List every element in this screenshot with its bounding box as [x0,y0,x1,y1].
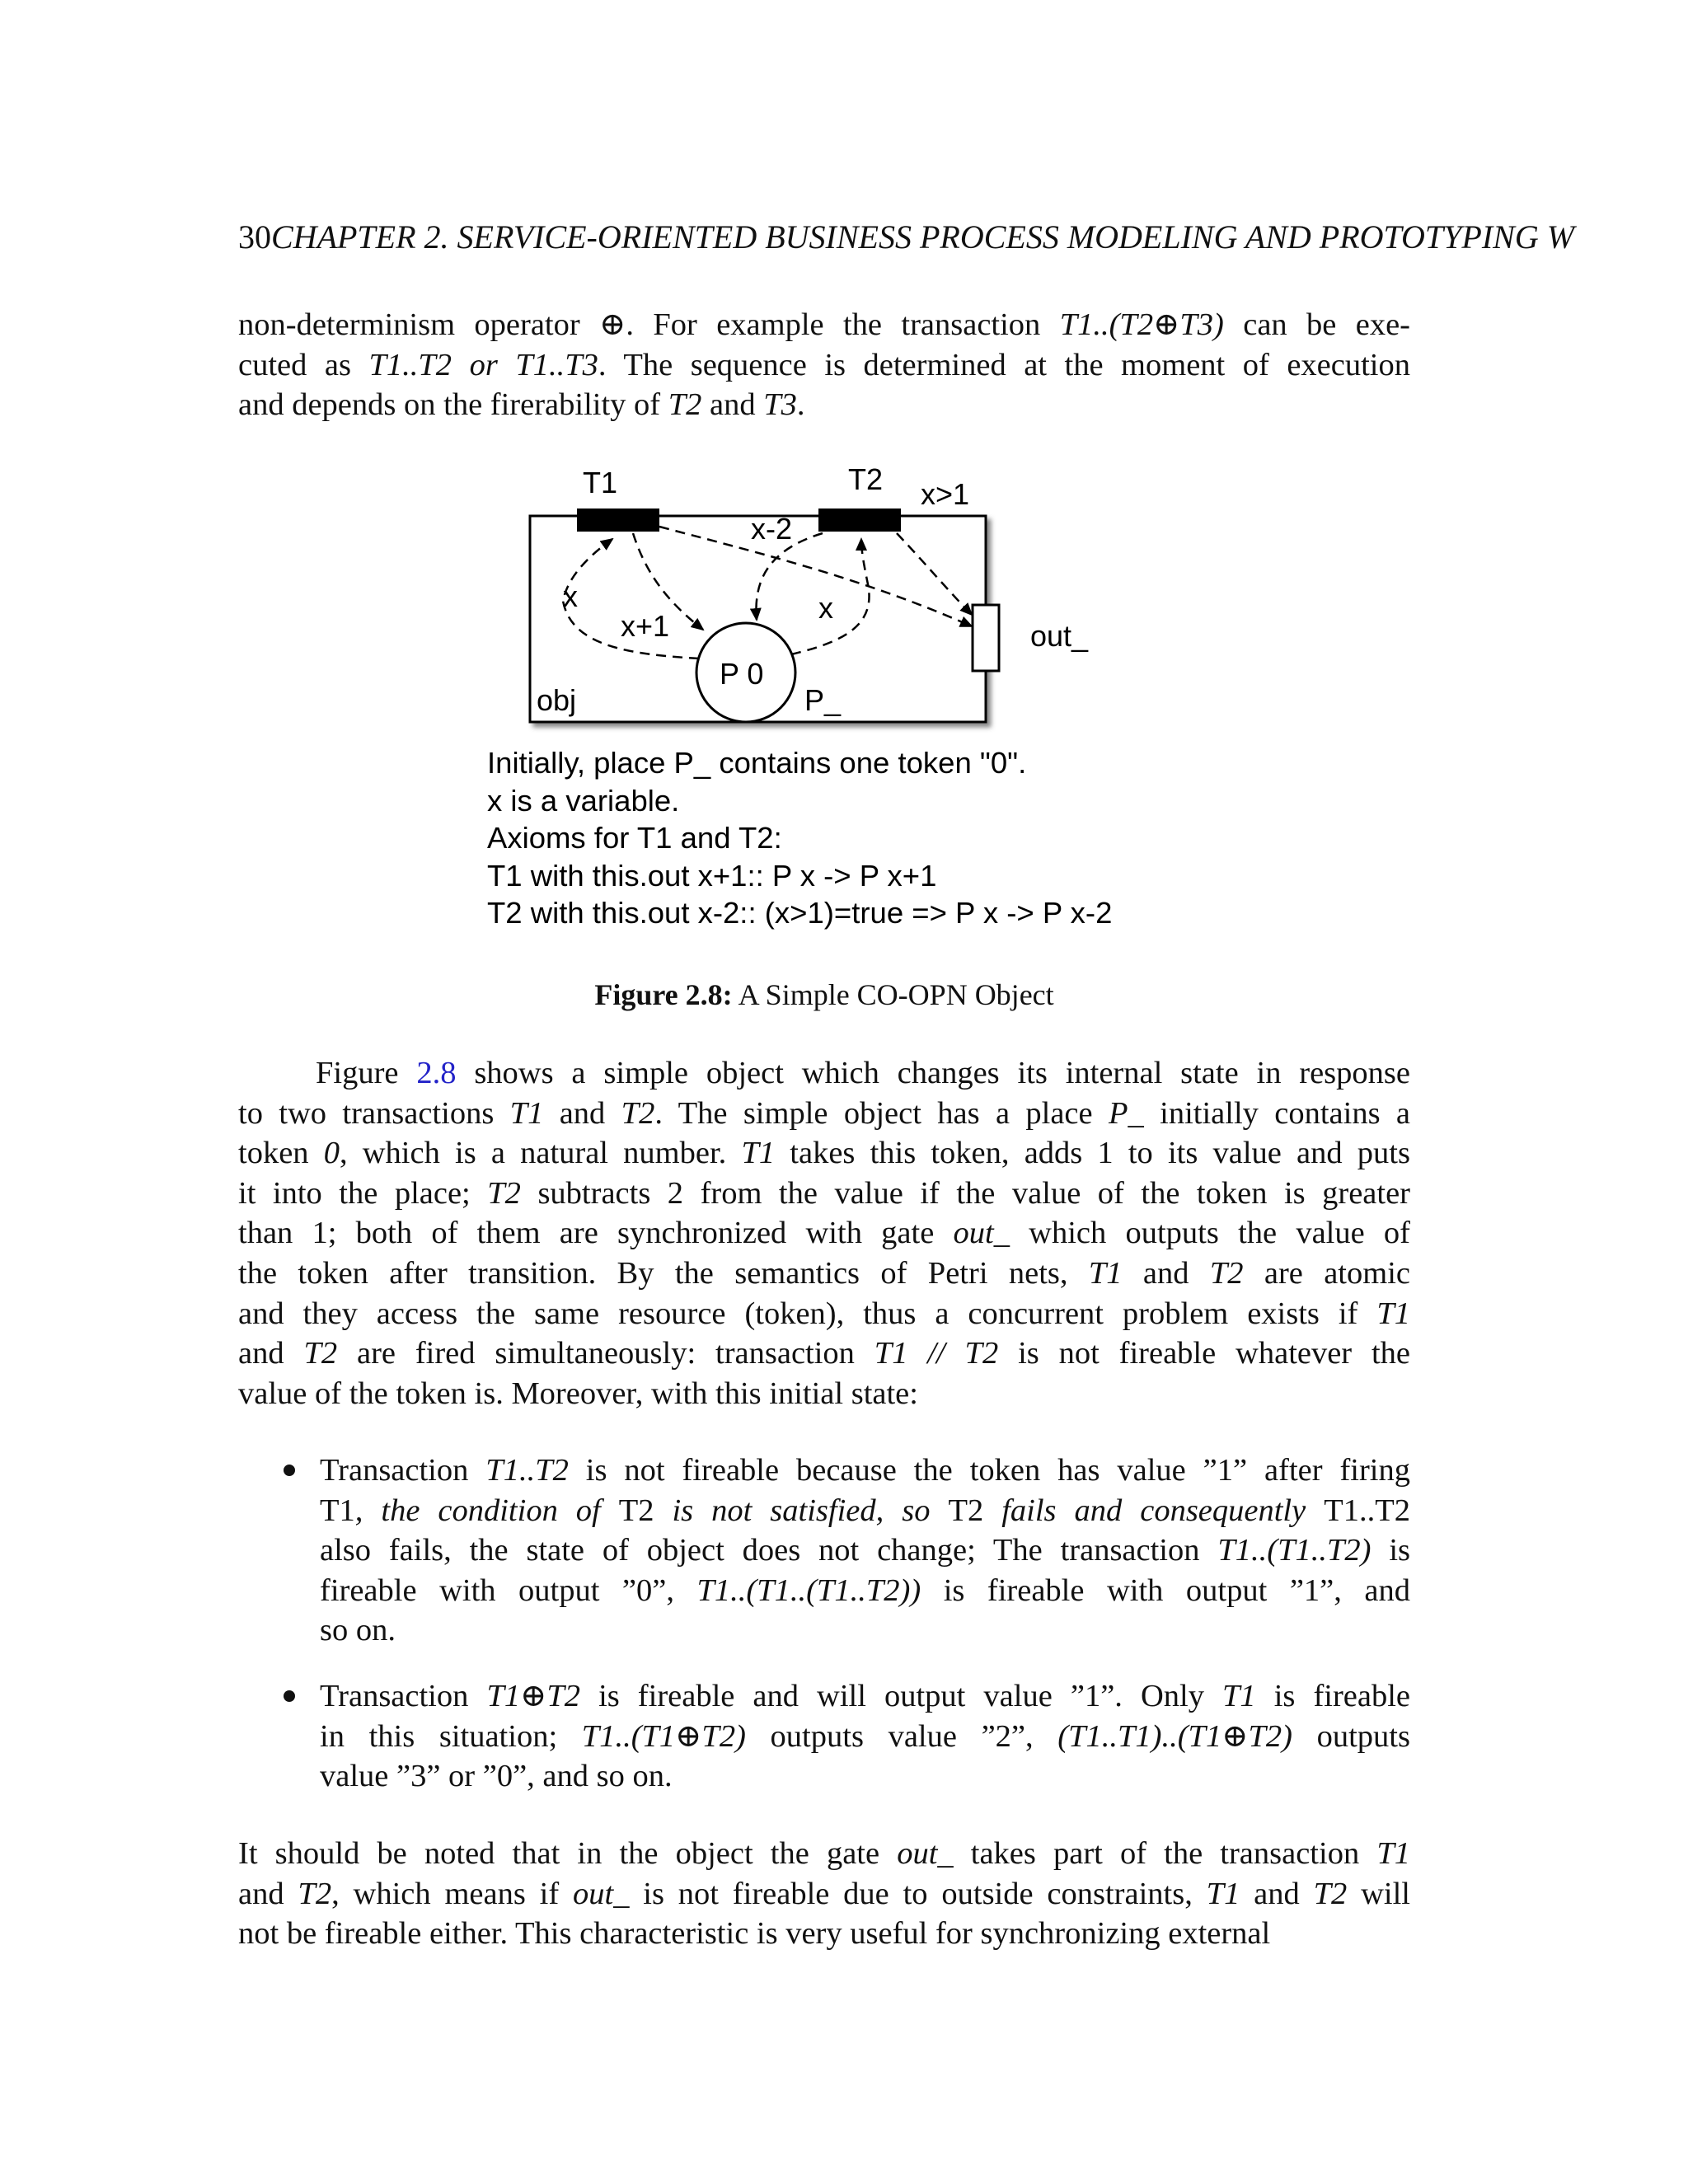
text-run: T2 [618,1493,654,1528]
text-run: Transaction [320,1679,487,1713]
text-run: also fails, the state of object does not change; The transaction [320,1533,1218,1568]
text-run: value ”3” or ”0”, and so on. [320,1759,673,1794]
math-term: T1 // T2 [874,1336,999,1371]
math-term: T1..(T1..T2) [1217,1533,1372,1568]
figure-notes [487,744,1155,932]
figure-reference-link[interactable]: 2.8 [416,1056,457,1090]
text-line [320,1717,1410,1757]
body-paragraph-2 [238,1834,1410,1954]
text-line [238,1174,1410,1214]
figure-caption [238,974,1410,1015]
text-run: the token after transition. By the semantics of Petri nets, [238,1255,1089,1291]
label-t1: T1 [583,466,618,499]
math-term: T1..(T1..(T1..T2)) [696,1572,921,1608]
label-gate: out_ [1030,619,1089,653]
text-run: and [238,1336,304,1371]
text-run: and [238,1876,298,1911]
text-run: T1..T2 [1324,1493,1410,1528]
math-term: T1 [1376,1296,1410,1331]
text-run: and [1240,1876,1314,1911]
text-line [320,1610,1410,1651]
transition-t1 [577,509,659,532]
label-arc-x-left: x [563,579,578,613]
text-line [238,1374,1410,1414]
text-run: T2 [948,1493,984,1528]
figure-note: Axioms for T1 and T2: [487,821,782,855]
label-place-token: P 0 [720,657,764,691]
math-term: P_ [1108,1095,1144,1131]
math-term: out_ [953,1216,1010,1251]
text-run: to two transactions [238,1095,510,1131]
text-run: outputs [1292,1718,1410,1754]
intro-paragraph [238,305,1410,425]
text-run: and [543,1095,621,1131]
math-term: T1 [1206,1876,1240,1911]
text-line [238,1834,1410,1874]
text-run: T1 [320,1493,355,1528]
text-run: is not fireable because the token has value ”1” after firing [568,1453,1410,1488]
text-line [238,1133,1410,1174]
text-run: is fireable and will output value ”1”. Only [580,1679,1223,1713]
caption-text: A Simple CO-OPN Object [732,978,1054,1011]
text-run: Figure [316,1056,417,1090]
text-run: Transaction [320,1453,486,1488]
text-line [320,1756,1410,1797]
text-run: initially contains a [1143,1095,1410,1131]
math-term: T2 [621,1095,655,1131]
text-line [238,1053,1410,1094]
math-term: (T1..T1)..(T1⊕T2) [1057,1718,1292,1754]
figure-note: Initially, place P_ contains one token "0". [487,746,1027,780]
math-term: T1 [509,1095,544,1131]
math-term: T1 [1376,1836,1410,1871]
label-arc-x-plus-1: x+1 [621,609,670,643]
text-line [238,1333,1410,1374]
petri-net-diagram [481,457,1156,753]
math-term: T2 [303,1336,338,1371]
text-run: is not fireable due to outside constraints, [629,1876,1207,1911]
text-run: not be fireable either. This characteristic is very useful for synchronizing external [238,1916,1271,1952]
label-arc-x-right: x [818,591,833,625]
math-term: T2 [1209,1255,1244,1291]
text-line [320,1571,1410,1611]
text-run: , which is a natural number. [339,1136,742,1171]
transition-t2 [818,509,901,532]
label-place-name: P_ [804,683,842,717]
math-term: T2 [487,1175,521,1211]
text-run: so on. [320,1613,396,1648]
text-run: fireable with output ”0”, [320,1572,697,1608]
text-run: It should be noted that in the object the gate [238,1836,898,1871]
text-run: than 1; both of them are synchronized with gate [238,1216,954,1251]
text-line [238,1213,1410,1254]
text-run: takes part of the transaction [953,1836,1377,1871]
text-run: shows a simple object which changes its internal state in response [456,1056,1410,1090]
math-term: out_ [573,1876,630,1911]
math-term: T1..T2 [485,1453,569,1488]
math-term: T2 [298,1876,332,1911]
text-run: outputs value ”2”, [745,1718,1058,1754]
text-run: is fireable with output ”1”, and [921,1572,1410,1608]
text-line [320,1530,1410,1571]
text-run: which outputs the value of [1009,1216,1410,1251]
label-object: obj [537,683,577,717]
text-line [238,1254,1410,1294]
text-run: it into the place; [238,1175,488,1211]
text-run: takes this token, adds 1 to its value and puts [775,1136,1410,1171]
text-run: subtracts 2 from the value if the value of the token is greater [520,1175,1410,1211]
math-term: T1 [1222,1679,1256,1713]
text-run: and [1122,1255,1210,1291]
text-run: . The simple object has a place [654,1095,1109,1131]
label-arc-x-minus-2: x-2 [751,512,793,546]
math-term: T1..(T1⊕T2) [581,1718,746,1754]
text-line [320,1491,1410,1531]
text-run: are fired simultaneously: transaction [337,1336,874,1371]
text-run: are atomic [1243,1255,1410,1291]
text-run: and they access the same resource (token), thus a concurrent problem exists if [238,1296,1377,1331]
text-run: in this situation; [320,1718,582,1754]
math-term: fails and consequently [983,1493,1325,1528]
figure-note: T2 with this.out x-2:: (x>1)=true => P x -> P x-2 [487,896,1113,930]
bullet-icon [284,1465,295,1476]
text-line [238,1914,1410,1954]
math-term: out_ [897,1836,954,1871]
page-number: 30 [238,218,271,255]
math-term: T1⊕T2 [486,1679,581,1713]
caption-label: Figure 2.8: [594,978,733,1011]
math-term: is not satisfied, so [654,1493,949,1528]
text-line [238,1874,1410,1915]
text-line: non-determinism operator ⊕. For example the transaction T1..(T2⊕T3) can be exe- [238,307,1411,342]
math-term: , the condition of [354,1493,619,1528]
text-run: value of the token is. Moreover, with this initial state: [238,1376,918,1411]
bullet-item-2 [320,1676,1410,1797]
label-guard: x>1 [921,477,970,511]
text-line [238,1294,1410,1334]
text-line [320,1451,1410,1491]
figure-note: x is a variable. [487,783,680,818]
text-run: is not fireable whatever the [998,1336,1411,1371]
text-line: and depends on the firerability of T2 and T3. [238,387,805,423]
math-term: T1 [1088,1255,1123,1291]
text-run: is [1371,1533,1410,1568]
gate-out [973,605,999,671]
bullet-item-1 [320,1451,1410,1651]
text-run: is fireable [1255,1679,1411,1713]
text-run: will [1347,1876,1410,1911]
chapter-title: CHAPTER 2. SERVICE-ORIENTED BUSINESS PROCESS MODELING AND PROTOTYPING W [271,218,1575,255]
text-run: token [238,1136,324,1171]
label-t2: T2 [848,462,884,496]
text-run: , which means if [331,1876,573,1911]
bullet-icon [284,1690,295,1702]
figure-note: T1 with this.out x+1:: P x -> P x+1 [487,858,937,893]
running-header [238,213,1688,262]
text-line [238,1094,1410,1134]
body-paragraph-1 [238,1053,1410,1413]
text-line [320,1676,1410,1717]
math-term: 0 [323,1136,340,1171]
math-term: T1 [741,1136,776,1171]
math-term: T2 [1313,1876,1348,1911]
text-line: cuted as T1..T2 or T1..T3. The sequence is determined at the moment of execution [238,347,1410,382]
